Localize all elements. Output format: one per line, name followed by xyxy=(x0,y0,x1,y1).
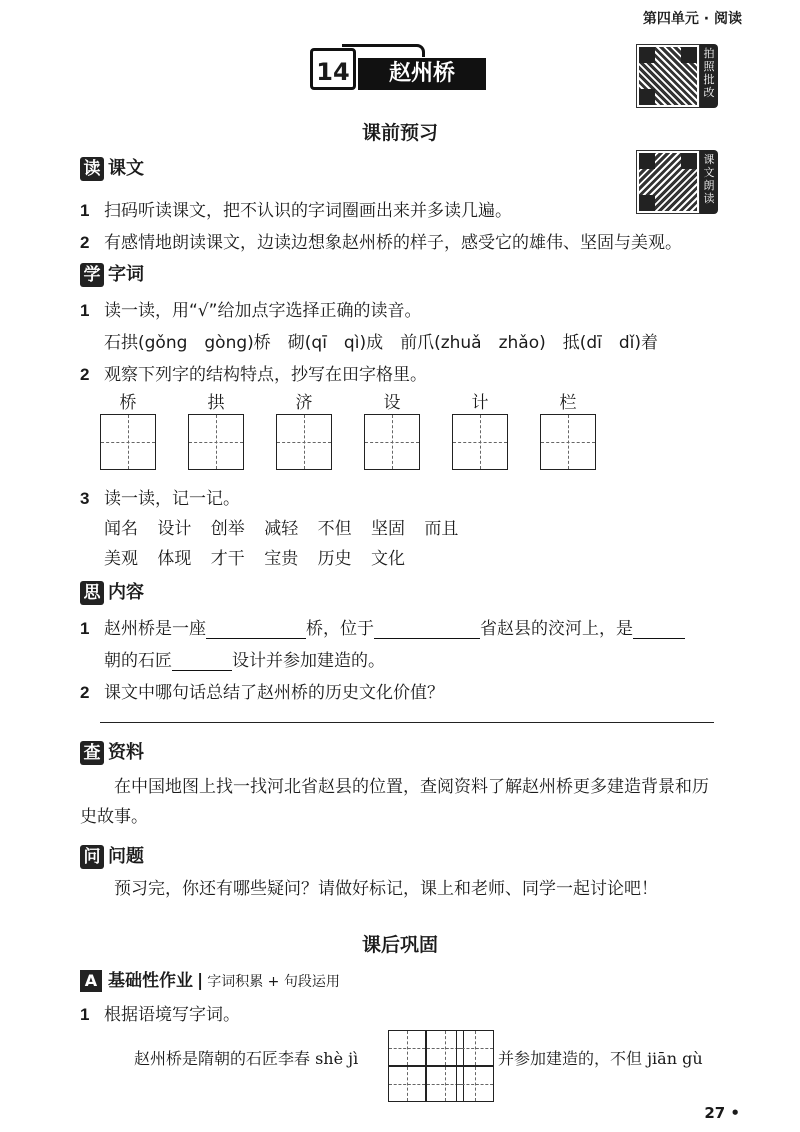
item-number: 1 xyxy=(80,619,90,638)
level-a-tag: A xyxy=(80,970,102,992)
item-text: 朝的石匠 xyxy=(104,651,172,671)
sentence-part-1: 赵州桥是隋朝的石匠李春 shè jì xyxy=(134,1049,359,1068)
sentence-part-2: 并参加建造的，不但 jiān gù xyxy=(498,1049,703,1068)
item-number: 2 xyxy=(80,365,90,384)
think-label: 内容 xyxy=(108,582,144,603)
learn-q3 xyxy=(80,484,240,509)
item-number: 1 xyxy=(80,301,90,320)
grid-char-label: 计 xyxy=(471,393,489,413)
ask-label: 问题 xyxy=(108,846,144,867)
grid-char-label: 设 xyxy=(383,393,401,413)
item-text: 设计并参加建造的。 xyxy=(232,651,385,671)
item-text: 读一读，用“√”给加点字选择正确的读音。 xyxy=(104,301,422,321)
ask-text: 预习完，你还有哪些疑问？请做好标记，课上和老师、同学一起讨论吧！ xyxy=(114,879,658,899)
pinyin-choice-line[interactable]: 石拱(gǒng gòng)桥 砌(qī qì)成 前爪(zhuǎ zhǎo) 抵(dī dǐ)着 xyxy=(104,333,659,353)
item-text: 有感情地朗读课文，边读边想象赵州桥的样子，感受它的雄伟、坚固与美观。 xyxy=(104,233,682,253)
item-number: 3 xyxy=(80,489,90,508)
read-tag: 读 xyxy=(80,157,104,181)
item-number: 2 xyxy=(80,683,90,702)
tianzige-box[interactable] xyxy=(188,414,244,470)
write-box[interactable] xyxy=(456,1066,494,1102)
after-heading: 课后巩固 xyxy=(361,934,438,956)
item-number: 2 xyxy=(80,233,90,252)
lesson-title: 赵州桥 xyxy=(358,58,486,90)
qr-code-icon xyxy=(639,47,697,105)
think-q2 xyxy=(80,678,444,703)
ask-section-header xyxy=(80,842,144,869)
fill-blank[interactable] xyxy=(374,620,480,639)
read-label: 课文 xyxy=(108,158,144,179)
read-section-header xyxy=(80,154,144,181)
learn-section-header xyxy=(80,260,144,287)
qr-photo-grade[interactable] xyxy=(636,44,718,108)
divider: | xyxy=(197,971,204,991)
research-section-header xyxy=(80,738,144,765)
grid-char-label: 栏 xyxy=(559,393,577,413)
item-text: 省赵县的洨河上，是 xyxy=(480,619,633,639)
tianzige-box[interactable] xyxy=(452,414,508,470)
item-text: 课文中哪句话总结了赵州桥的历史文化价值？ xyxy=(104,683,444,703)
qr-code-icon xyxy=(639,153,697,211)
after-q1 xyxy=(80,1000,240,1025)
research-text: 在中国地图上找一找河北省赵县的位置，查阅资料了解赵州桥更多建造背景和历史故事。 xyxy=(80,777,709,827)
tianzige-box[interactable] xyxy=(276,414,332,470)
learn-tag: 学 xyxy=(80,263,104,287)
research-label: 资料 xyxy=(108,742,144,763)
learn-label: 字词 xyxy=(108,264,144,285)
item-number: 1 xyxy=(80,1005,90,1024)
write-box[interactable] xyxy=(388,1030,426,1066)
item-text: 桥，位于 xyxy=(306,619,374,639)
ask-tag: 问 xyxy=(80,845,104,869)
item-text: 读一读，记一记。 xyxy=(104,489,240,509)
homework-section-header xyxy=(80,966,340,992)
item-text: 观察下列字的结构特点，抄写在田字格里。 xyxy=(104,365,427,385)
learn-q1 xyxy=(80,296,421,321)
item-number: 1 xyxy=(80,201,90,220)
tianzige-box[interactable] xyxy=(100,414,156,470)
think-q1-line2 xyxy=(104,646,385,671)
write-box[interactable] xyxy=(456,1030,494,1066)
answer-line[interactable] xyxy=(100,722,714,723)
think-q1 xyxy=(80,614,685,639)
qr-tag-reading: 课文朗读 xyxy=(700,150,718,214)
learn-q2 xyxy=(80,360,427,385)
item-text: 扫码听读课文，把不认识的字词圈画出来并多读几遍。 xyxy=(104,201,512,221)
item-text: 赵州桥是一座 xyxy=(104,619,206,639)
homework-label: 基础性作业 xyxy=(108,971,193,991)
qr-tag-photo: 拍照批改 xyxy=(700,44,718,108)
page-number: 27 • xyxy=(704,1104,740,1122)
grid-char-label: 拱 xyxy=(207,393,225,413)
think-section-header xyxy=(80,578,144,605)
fill-blank[interactable] xyxy=(206,620,306,639)
fill-blank[interactable] xyxy=(633,620,685,639)
item-text: 根据语境写字词。 xyxy=(104,1005,240,1025)
grid-char-label: 济 xyxy=(295,393,313,413)
tianzige-box[interactable] xyxy=(540,414,596,470)
words-row-1: 闻名 设计 创举 减轻 不但 坚固 而且 xyxy=(104,519,459,539)
write-box[interactable] xyxy=(388,1066,426,1102)
grid-char-label: 桥 xyxy=(119,393,137,413)
lesson-number: 14 xyxy=(310,48,356,90)
preview-heading: 课前预习 xyxy=(361,122,438,144)
read-item-2 xyxy=(80,228,682,253)
think-tag: 思 xyxy=(80,581,104,605)
research-tag: 查 xyxy=(80,741,104,765)
read-item-1 xyxy=(80,196,512,221)
tianzige-box[interactable] xyxy=(364,414,420,470)
homework-sub: 字词积累 + 句段运用 xyxy=(207,974,340,990)
unit-header: 第四单元 · 阅读 xyxy=(642,11,742,27)
words-row-2: 美观 体现 才干 宝贵 历史 文化 xyxy=(104,549,406,569)
qr-text-reading[interactable] xyxy=(636,150,718,214)
fill-blank[interactable] xyxy=(172,652,232,671)
